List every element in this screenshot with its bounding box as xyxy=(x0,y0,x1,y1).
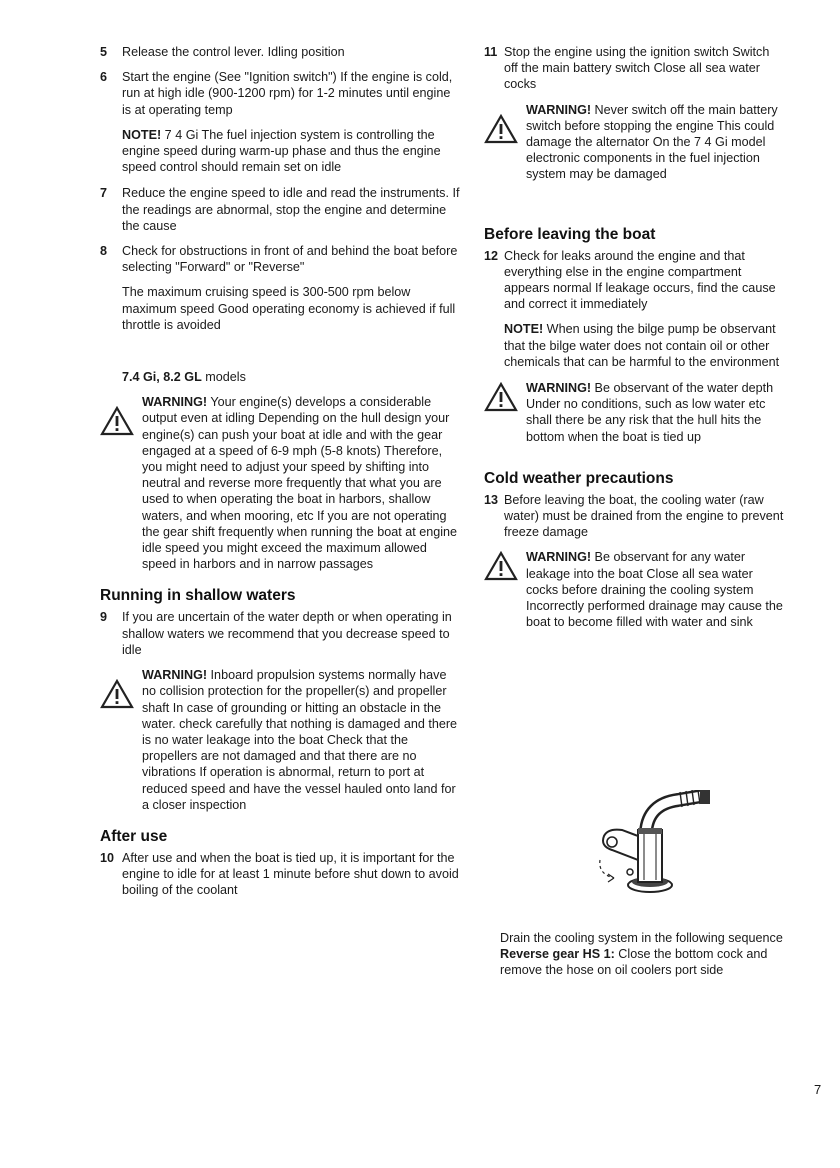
warning-battery-switch xyxy=(484,102,784,183)
step-number: 12 xyxy=(484,248,499,263)
step-text: Stop the engine using the ignition switch Switch off the main battery switch Close all sea water cocks xyxy=(504,45,770,92)
step-number: 11 xyxy=(484,45,498,59)
step-number: 10 xyxy=(100,850,115,865)
step-text: Check for obstructions in front of and behind the boat before selecting "Forward" or "Reverse" xyxy=(122,244,458,275)
step-text: Start the engine (See "Ignition switch") If the engine is cold, run at high idle (900-1200 rpm) for 1-2 minutes until engine is at operating temp xyxy=(122,70,453,117)
step-text: Before leaving the boat, the cooling water (raw water) must be drained from the engine to prevent freeze damage xyxy=(504,492,784,540)
heading-before-leaving: Before leaving the boat xyxy=(484,225,656,243)
step-text: After use and when the boat is tied up, it is important for the engine to idle for at least 1 minute before shut down to avoid boiling of the coolant xyxy=(122,850,459,898)
drain-cock-hose-illustration xyxy=(552,790,722,900)
warning-collision xyxy=(100,667,460,813)
step-8 xyxy=(100,243,460,275)
figure-caption xyxy=(500,930,790,979)
warning-text: Be observant of the water depth Under no conditions, such as low water etc shall there be any risk that the hull hits the bottom when the boat is tied up xyxy=(526,381,774,444)
note-warmup xyxy=(122,127,460,176)
step-12 xyxy=(484,248,784,313)
step-number: 6 xyxy=(100,70,108,85)
warning-label: WARNING! xyxy=(142,395,208,410)
heading-after-use: After use xyxy=(100,827,168,845)
warning-text: Inboard propulsion systems normally have no collision protection for the propeller(s) and propeller shaft In case of grounding or hitting an obstacle in the water. check carefully that nothing is damaged and there is no water leakage into the boat Check that the propellers are not damaged and that there are no vibrations If operation is abnormal, return to port at reduced speed and have the vessel hauled onto land for a closer inspection xyxy=(142,668,458,812)
step-text: Check for leaks around the engine and that everything else in the engine compartment appears normal If leakage occurs, find the cause and correct it immediately xyxy=(504,248,776,312)
step-text: Reduce the engine speed to idle and read the instruments. If the readings are abnormal, stop the engine and determine the cause xyxy=(122,186,460,233)
warning-triangle-icon xyxy=(100,679,134,709)
step-10 xyxy=(100,850,460,899)
warning-triangle-icon xyxy=(484,551,518,581)
warning-triangle-icon xyxy=(100,406,134,436)
step-13 xyxy=(484,492,784,541)
step-6 xyxy=(100,69,460,118)
note-text: When using the bilge pump be observant that the bilge water does not contain oil or other chemicals that can be harmful to the environment xyxy=(504,322,780,369)
warning-idle-output xyxy=(100,394,460,572)
warning-text: Be observant for any water leakage into the boat Close all sea water cocks before draining the cooling system Incorrectly performed drainage may cause the boat to become filled with water and sink xyxy=(526,550,783,630)
step-number: 7 xyxy=(100,186,108,201)
warning-label: WARNING! xyxy=(526,102,592,117)
note-label: NOTE! xyxy=(122,127,162,142)
step-9 xyxy=(100,609,460,658)
step-number: 5 xyxy=(100,45,108,59)
warning-label: WARNING! xyxy=(142,668,208,683)
caption-post: Close the bottom cock and remove the hose on oil coolers port side xyxy=(500,947,768,978)
caption-pre: Drain the cooling system in the following sequence xyxy=(500,931,783,945)
warning-text: Never switch off the main battery switch before stopping the engine This could damage the alternator On the 7 4 Gi model electronic components in the fuel injection system may be damaged xyxy=(526,102,778,182)
step-text: If you are uncertain of the water depth or when operating in shallow waters we recommend that you decrease speed to idle xyxy=(122,610,452,657)
warning-text: Your engine(s) develops a considerable output even at idling Depending on the hull design your engine(s) can push your boat at idle and with the gear engaged at a speed of 6-9 mph (5-8 knots) Therefore, you might need to adjust your speed by shifting into neutral and reverse more frequently that what you are used to when operating the boat in harbors, shallow waters, and when mooring, etc If you are not operating the gear shift frequently when running the boat at engine idle speed you might exceed the maximum allowed speed in harbors and in narrow passages xyxy=(142,395,458,572)
right-column xyxy=(484,44,784,642)
step-number: 9 xyxy=(100,610,108,625)
caption-bold: Reverse gear HS 1: xyxy=(500,947,615,962)
cruising-speed-paragraph: The maximum cruising speed is 300-500 rpm below maximum speed Good operating economy is achieved if full throttle is avoided xyxy=(122,285,456,332)
note-bilge-pump xyxy=(504,321,784,370)
warning-water-depth xyxy=(484,380,784,445)
step-number: 8 xyxy=(100,244,108,259)
step-text: Release the control lever. Idling position xyxy=(122,45,345,59)
warning-label: WARNING! xyxy=(526,381,592,396)
models-bold: 7.4 Gi, 8.2 GL xyxy=(122,370,202,385)
left-column xyxy=(100,44,460,908)
step-7 xyxy=(100,185,460,234)
step-number: 13 xyxy=(484,492,499,507)
page-number: 7 xyxy=(814,1082,822,1097)
step-11 xyxy=(484,44,784,93)
warning-label: WARNING! xyxy=(526,550,592,565)
warning-water-leakage xyxy=(484,549,784,630)
note-label: NOTE! xyxy=(504,322,544,337)
warning-triangle-icon xyxy=(484,382,518,412)
step-5 xyxy=(100,44,460,60)
heading-shallow-waters: Running in shallow waters xyxy=(100,587,296,605)
note-text: 7 4 Gi The fuel injection system is controlling the engine speed during warm-up phase and thus the engine speed control should remain set on idle xyxy=(122,127,441,175)
warning-triangle-icon xyxy=(484,114,518,144)
models-rest: models xyxy=(201,370,246,385)
models-subheading xyxy=(122,369,460,385)
heading-cold-weather: Cold weather precautions xyxy=(484,469,674,487)
